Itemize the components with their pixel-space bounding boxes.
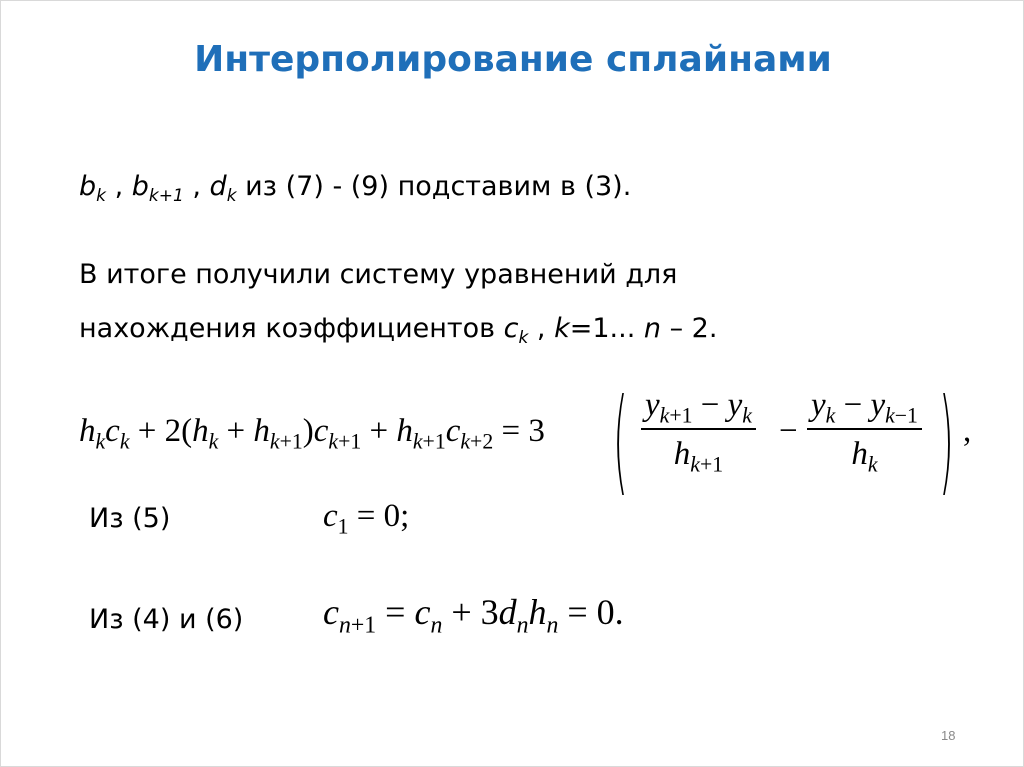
separator: , — [528, 313, 555, 344]
separator: , — [106, 171, 132, 202]
fraction-1: $y_{k+1} - y_k$ $h_{k+1}$ — [641, 387, 756, 473]
var-n: n — [643, 313, 661, 344]
right-paren: ) — [939, 375, 954, 507]
sub-k: k — [518, 328, 529, 348]
system-equation — [79, 373, 999, 507]
left-paren: ( — [613, 375, 628, 507]
result-text-line1: В итоге получили систему уравнений для — [79, 259, 678, 290]
sub-k: k — [96, 186, 106, 206]
label-from-5: Из (5) — [89, 503, 171, 534]
result-text: нахождения коэффициентов — [79, 313, 504, 344]
var-d: d — [209, 171, 227, 202]
minus-sign: − — [779, 413, 798, 449]
substitution-text: из (7) - (9) подставим в (3). — [236, 171, 632, 202]
substitution-line — [79, 171, 632, 206]
sub-k-plus-1: k+1 — [148, 186, 184, 206]
page-number: 18 — [941, 728, 956, 743]
var-b: b — [79, 171, 97, 202]
range-end: – 2. — [661, 313, 718, 344]
sub-k: k — [226, 186, 237, 206]
result-text-line2 — [79, 313, 718, 348]
range-text: =1... — [569, 313, 644, 344]
var-b: b — [131, 171, 149, 202]
var-c: c — [503, 313, 519, 344]
boundary-equation-cn1: $c_{n+1} = c_n + 3d_nh_n = 0$. — [323, 592, 624, 639]
trailing-comma: , — [963, 413, 972, 449]
slide-title: Интерполирование сплайнами — [194, 39, 832, 80]
label-from-4-6: Из (4) и (6) — [89, 604, 244, 635]
boundary-equation-c1: $c_1 = 0$; — [323, 498, 410, 539]
equation-lhs: $h_kc_k + 2(h_k + h_{k+1})c_{k+1} + h_{k+1}c_{k+2} = 3$ — [79, 413, 545, 454]
fraction-2: $y_k - y_{k-1}$ $h_k$ — [807, 387, 922, 473]
var-k: k — [554, 313, 570, 344]
separator: , — [183, 171, 210, 202]
